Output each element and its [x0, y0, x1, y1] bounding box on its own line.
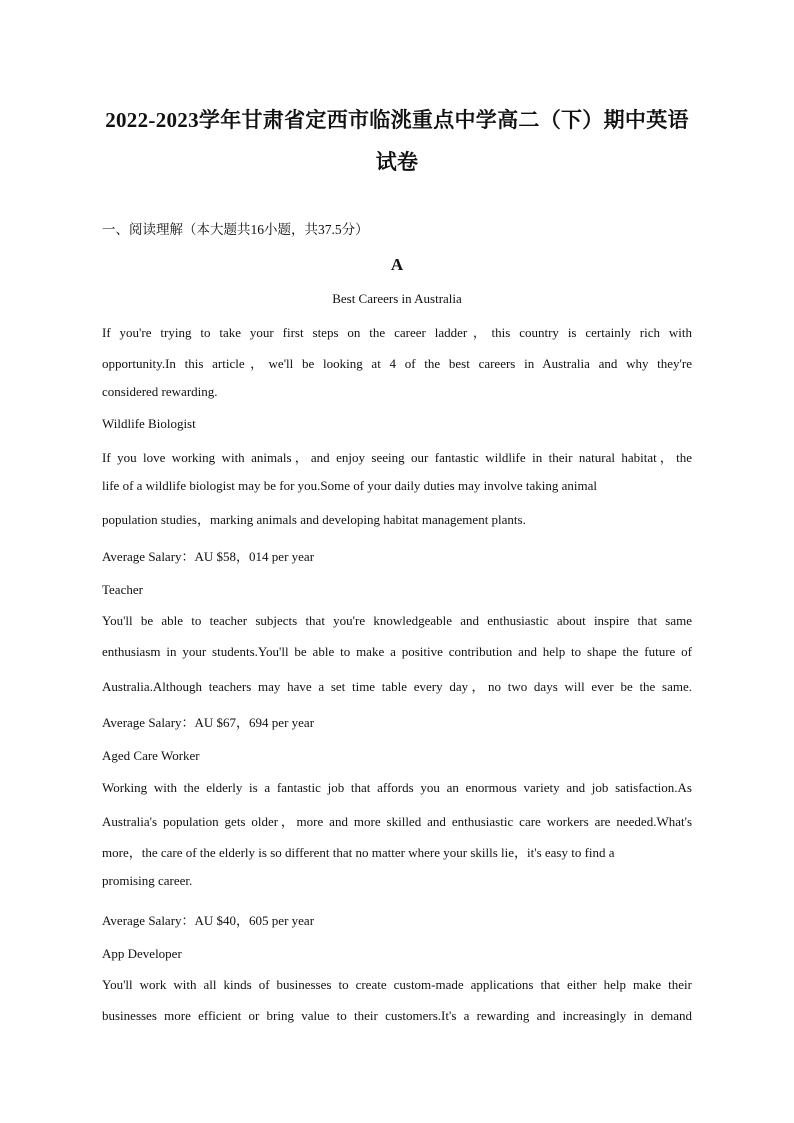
body-line: Australia.Although teachers may have a set time table every day，no two days will ever be the same.: [102, 679, 692, 694]
body-line: Working with the elderly is a fantastic job that affords you an enormous variety and job satisfaction.As: [102, 780, 692, 795]
salary-line: Average Salary：AU $67，694 per year: [102, 715, 315, 730]
body-line: enthusiasm in your students.You'll be able to make a positive contribution and help to shape the future of: [102, 644, 692, 659]
body-line: promising career.: [102, 873, 193, 888]
body-line: Australia's population gets older，more and more skilled and enthusiastic care workers are needed.What's: [102, 814, 692, 829]
career-heading: Wildlife Biologist: [102, 416, 196, 431]
body-line: more，the care of the elderly is so different that no matter where your skills lie，it's easy to find a: [102, 845, 615, 860]
body-line: If you love working with animals，and enjoy seeing our fantastic wildlife in their natural habitat，the: [102, 450, 692, 465]
body-line: population studies，marking animals and developing habitat management plants.: [102, 512, 526, 527]
salary-line: Average Salary：AU $40，605 per year: [102, 913, 315, 928]
body-line: businesses more efficient or bring value to their customers.It's a rewarding and increasingly in demand: [102, 1008, 692, 1023]
career-heading: Aged Care Worker: [102, 748, 200, 763]
body-line: You'll work with all kinds of businesses to create custom-made applications that either help make their: [102, 977, 692, 992]
body-line: life of a wildlife biologist may be for you.Some of your daily duties may involve taking animal: [102, 478, 597, 493]
passage-letter: A: [390, 255, 404, 274]
passage-title: Best Careers in Australia: [332, 291, 462, 306]
salary-line: Average Salary：AU $58，014 per year: [102, 549, 315, 564]
exam-title-line-1: 2022-2023学年甘肃省定西市临洮重点中学高二（下）期中英语: [105, 108, 689, 132]
career-heading: Teacher: [102, 582, 143, 597]
body-line: opportunity.In this article，we'll be looking at 4 of the best careers in Australia and why they're: [102, 356, 692, 371]
body-line: considered rewarding.: [102, 384, 218, 399]
career-heading: App Developer: [102, 946, 182, 961]
section-heading: 一、阅读理解（本大题共16小题，共37.5分）: [102, 222, 369, 237]
body-line: If you're trying to take your first steps on the career ladder，this country is certainly rich with: [102, 325, 692, 340]
exam-title-line-2: 试卷: [375, 150, 419, 174]
body-line: You'll be able to teacher subjects that you're knowledgeable and enthusiastic about inspire that same: [102, 613, 692, 628]
